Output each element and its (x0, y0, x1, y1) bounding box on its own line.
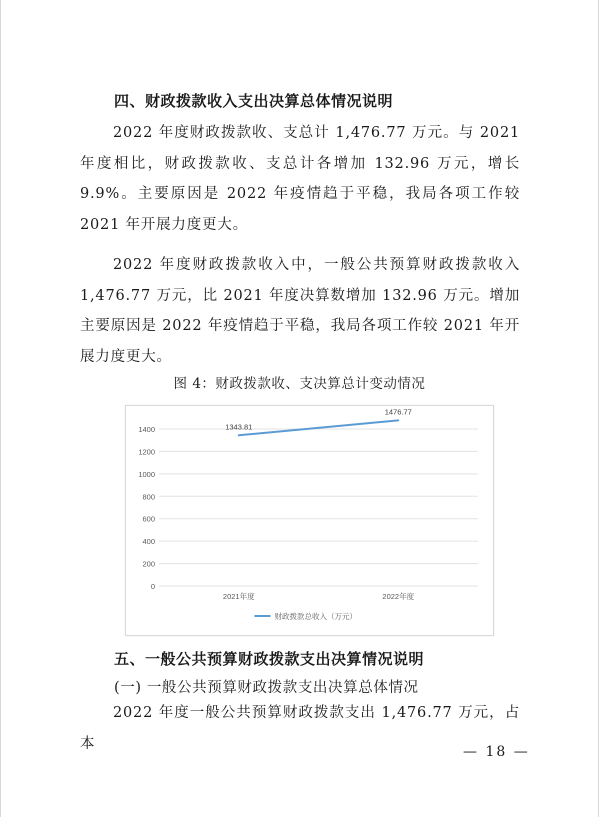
x-tick-label: 2021年度 (222, 592, 255, 601)
chart-canvas (126, 406, 493, 635)
figure-caption: 图 4：财政拨款收、支决算总计变动情况 (173, 376, 426, 392)
legend-label: 财政拨款总收入（万元） (274, 612, 357, 621)
section-4-paragraph-2: 2022 年度财政拨款收入中，一般公共预算财政拨款收入 1,476.77 万元，比 2021 年度决算数增加 132.96 万元。增加主要原因是 2022 年疫情趋于平稳，我局各项工作较 2021 年开展力度更大。 (80, 257, 520, 365)
series-line (239, 420, 399, 435)
x-tick-label: 2022年度 (382, 592, 415, 601)
y-tick-label: 0 (150, 582, 155, 591)
data-label: 1476.77 (384, 407, 412, 417)
line-chart (125, 405, 494, 636)
y-tick-label: 600 (142, 514, 155, 524)
section-4-paragraph-1: 2022 年度财政拨款收、支总计 1,476.77 万元。与 2021 年度相比，财政拨款收、支总计各增加 132.96 万元，增长 9.9%。主要原因是 2022 年疫情趋于平稳，我局各项工作较 2021 年开展力度更大。 (80, 125, 520, 233)
y-tick-label: 800 (142, 492, 155, 502)
page-left-edge (0, 0, 1, 817)
section-5-heading: 五、一般公共预算财政拨款支出决算情况说明 (114, 650, 425, 668)
y-tick-label: 200 (142, 559, 155, 569)
section-5-subheading: (一) 一般公共预算财政拨款支出决算总体情况 (114, 680, 419, 696)
y-tick-label: 1400 (138, 425, 155, 434)
y-tick-label: 1200 (138, 447, 155, 457)
data-label: 1343.81 (225, 422, 253, 432)
y-tick-label: 400 (142, 537, 155, 547)
section-5-paragraph: 2022 年度一般公共预算财政拨款支出 1,476.77 万元，占本 (80, 705, 520, 752)
page-number: — 18 — (463, 744, 530, 760)
section-4-heading: 四、财政拨款收入支出决算总体情况说明 (114, 92, 394, 110)
y-tick-label: 1000 (138, 469, 155, 479)
